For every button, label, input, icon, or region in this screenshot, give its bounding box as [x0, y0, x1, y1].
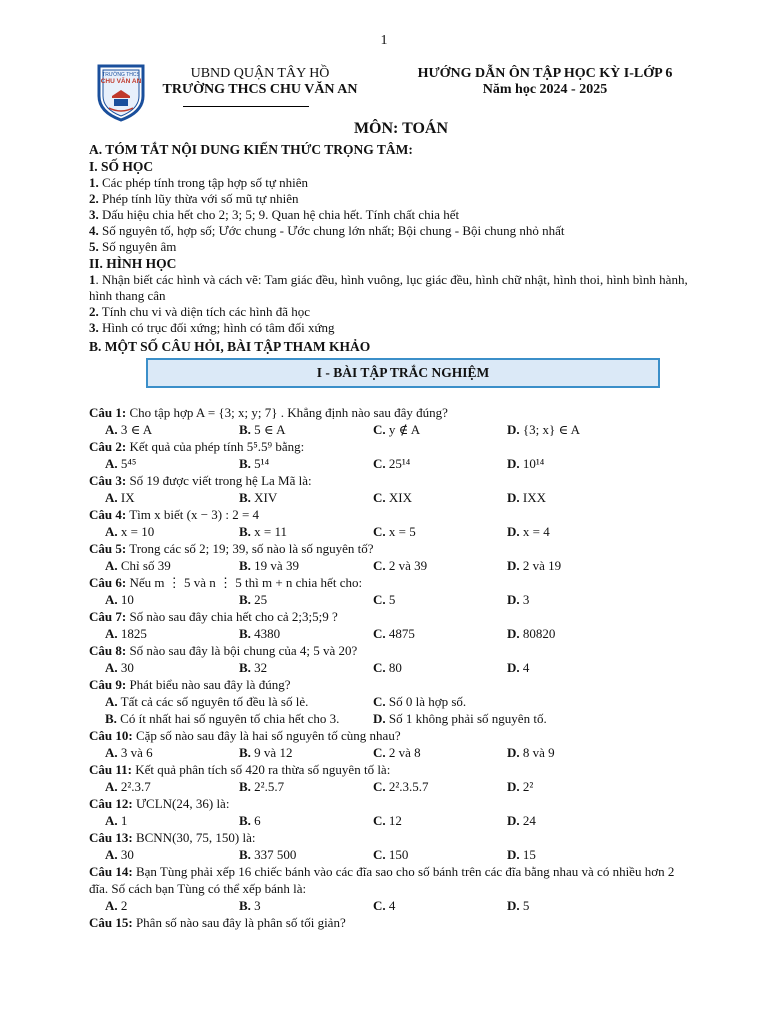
option-letter: D.: [507, 626, 520, 641]
question: [89, 761, 689, 795]
answer-option: [507, 625, 641, 642]
question-label: Câu 13:: [89, 830, 133, 845]
item-number: 2.: [89, 191, 99, 206]
option-text: Số 1 không phải số nguyên tố.: [385, 711, 547, 726]
option-text: 2².3.7: [117, 779, 151, 794]
option-letter: A.: [105, 898, 118, 913]
school-name: TRƯỜNG THCS CHU VĂN AN: [162, 82, 358, 97]
question-stem: [89, 795, 689, 812]
option-text: 337 500: [250, 847, 297, 862]
answer-row: [105, 693, 689, 710]
option-text: 2 và 19: [519, 558, 562, 573]
answer-options: [89, 591, 689, 608]
option-letter: B.: [239, 558, 251, 573]
item-text: Số nguyên tố, hợp số; Ước chung - Ước chung lớn nhất; Bội chung - Bội chung nhỏ nhất: [98, 223, 565, 238]
part1-item: [89, 239, 689, 255]
question-label: Câu 3:: [89, 473, 127, 488]
subject-title: MÔN: TOÁN: [353, 120, 449, 137]
option-text: 2 và 39: [385, 558, 428, 573]
option-text: 5⁴⁵: [117, 456, 137, 471]
answer-option: [105, 455, 239, 472]
answer-option: [373, 523, 507, 540]
option-letter: A.: [105, 813, 118, 828]
option-letter: C.: [373, 524, 386, 539]
question-text: Cặp số nào sau đây là hai số nguyên tố cùng nhau?: [132, 728, 401, 743]
question-text: Nếu m ⋮ 5 và n ⋮ 5 thì m + n chia hết cho:: [126, 575, 363, 590]
question-label: Câu 8:: [89, 643, 127, 658]
option-text: 25¹⁴: [385, 456, 411, 471]
option-letter: D.: [507, 524, 520, 539]
option-letter: B.: [239, 813, 251, 828]
question: [89, 404, 689, 438]
school-year: Năm học 2024 - 2025: [482, 82, 608, 97]
section-a-heading: A. TÓM TẮT NỘI DUNG KIẾN THỨC TRỌNG TÂM:: [89, 142, 413, 157]
answer-option: [239, 812, 373, 829]
option-letter: A.: [105, 490, 118, 505]
answer-option: [105, 591, 239, 608]
question-label: Câu 9:: [89, 677, 127, 692]
option-letter: B.: [239, 745, 251, 760]
question-text: Phát biểu nào sau đây là đúng?: [126, 677, 291, 692]
option-letter: C.: [373, 456, 386, 471]
question-label: Câu 5:: [89, 541, 127, 556]
answer-option: [105, 693, 373, 710]
answer-option: [507, 421, 641, 438]
option-letter: B.: [239, 847, 251, 862]
question-stem: [89, 761, 689, 778]
answer-options: [89, 846, 689, 863]
question-text: Số 19 được viết trong hệ La Mã là:: [126, 473, 312, 488]
answer-options: [89, 744, 689, 761]
answer-option: [507, 846, 641, 863]
option-text: x = 11: [250, 524, 288, 539]
question: [89, 727, 689, 761]
logo-text-top: TRƯỜNG THCS: [102, 72, 140, 78]
answer-option: [239, 523, 373, 540]
option-text: 1: [117, 813, 128, 828]
answer-option: [373, 489, 507, 506]
question-text: Kết quả của phép tính 5⁵.5⁹ bằng:: [126, 439, 305, 454]
question-stem: [89, 506, 689, 523]
question-label: Câu 12:: [89, 796, 133, 811]
section-b-heading: B. MỘT SỐ CÂU HỎI, BÀI TẬP THAM KHẢO: [89, 339, 371, 354]
option-letter: C.: [373, 898, 386, 913]
answer-options: [89, 523, 689, 540]
answer-options: [89, 455, 689, 472]
district-name: UBND QUẬN TÂY HỒ: [190, 66, 330, 81]
option-text: 8 và 9: [519, 745, 555, 760]
part2-item: [89, 320, 689, 336]
question: [89, 506, 689, 540]
question-text: Số nào sau đây là bội chung của 4; 5 và 20?: [126, 643, 358, 658]
part2-item: [89, 304, 689, 320]
item-number: 5.: [89, 239, 99, 254]
question-stem: [89, 574, 689, 591]
question-text: Số nào sau đây chia hết cho cả 2;3;5;9 ?: [126, 609, 338, 624]
answer-option: [239, 455, 373, 472]
answer-option: [105, 778, 239, 795]
question-label: Câu 14:: [89, 864, 133, 879]
option-text: 5¹⁴: [250, 456, 270, 471]
part2-item: [89, 272, 689, 304]
answer-options: [89, 625, 689, 642]
option-text: 9 và 12: [250, 745, 293, 760]
answer-option: [105, 489, 239, 506]
part1-item: [89, 207, 689, 223]
option-letter: A.: [105, 626, 118, 641]
option-text: 2².5.7: [250, 779, 285, 794]
question-label: Câu 2:: [89, 439, 127, 454]
multiple-choice-section-box: [146, 358, 660, 388]
option-text: 3: [250, 898, 261, 913]
answer-option: [239, 659, 373, 676]
question-list: [89, 404, 689, 931]
part2-heading: II. HÌNH HỌC: [89, 256, 177, 271]
answer-options: [89, 489, 689, 506]
option-text: 150: [385, 847, 409, 862]
item-number: 2.: [89, 304, 99, 319]
answer-options: [89, 557, 689, 574]
question-label: Câu 1:: [89, 405, 127, 420]
option-letter: C.: [373, 626, 386, 641]
item-text: Tính chu vi và diện tích các hình đã học: [98, 304, 311, 319]
option-text: x = 5: [385, 524, 416, 539]
option-text: x = 4: [519, 524, 550, 539]
question: [89, 829, 689, 863]
answer-option: [373, 591, 507, 608]
option-text: 4: [519, 660, 530, 675]
answer-option: [239, 625, 373, 642]
item-text: Hình có trục đối xứng; hình có tâm đối xứng: [98, 320, 335, 335]
answer-option: [507, 659, 641, 676]
option-letter: B.: [239, 626, 251, 641]
option-letter: B.: [239, 660, 251, 675]
option-text: IXX: [519, 490, 546, 505]
answer-option: [105, 557, 239, 574]
option-letter: D.: [507, 813, 520, 828]
option-letter: D.: [507, 660, 520, 675]
answer-option: [373, 557, 507, 574]
answer-options: [89, 421, 689, 438]
answer-options: [89, 778, 689, 795]
school-underline: [183, 106, 309, 107]
option-text: 4: [385, 898, 396, 913]
option-text: 30: [117, 660, 134, 675]
answer-option: [507, 591, 641, 608]
option-text: 80820: [519, 626, 556, 641]
option-letter: A.: [105, 779, 118, 794]
answer-option: [105, 523, 239, 540]
answer-option: [239, 744, 373, 761]
item-number: 3.: [89, 320, 99, 335]
answer-option: [373, 812, 507, 829]
answer-option: [507, 489, 641, 506]
option-text: 2².3.5.7: [385, 779, 429, 794]
option-text: XIV: [250, 490, 278, 505]
question-stem: [89, 540, 689, 557]
answer-option: [373, 846, 507, 863]
part1-item: [89, 175, 689, 191]
option-text: 32: [250, 660, 268, 675]
option-letter: A.: [105, 558, 118, 573]
option-letter: A.: [105, 694, 118, 709]
option-text: 3 và 6: [117, 745, 153, 760]
option-text: 24: [519, 813, 536, 828]
question-text: Bạn Tùng phải xếp 16 chiếc bánh vào các đĩa sao cho số bánh trên các đĩa bằng nhau và có nhiều hơn 2 đĩa. Số cách bạn Tùng có thể xếp bánh là:: [89, 864, 675, 896]
option-letter: B.: [239, 592, 251, 607]
question-text: Trong các số 2; 19; 39, số nào là số nguyên tố?: [126, 541, 374, 556]
question: [89, 438, 689, 472]
item-number: 1: [89, 272, 96, 287]
question-stem: [89, 608, 689, 625]
question-stem: [89, 642, 689, 659]
option-letter: C.: [373, 558, 386, 573]
option-text: 4380: [250, 626, 281, 641]
option-text: 3 ∈ A: [117, 422, 153, 437]
option-letter: C.: [373, 660, 386, 675]
option-letter: D.: [507, 456, 520, 471]
option-text: Số 0 là hợp số.: [385, 694, 467, 709]
question-stem: [89, 727, 689, 744]
option-text: 10¹⁴: [519, 456, 545, 471]
question: [89, 472, 689, 506]
question: [89, 914, 689, 931]
answer-option: [507, 523, 641, 540]
option-text: Chỉ số 39: [117, 558, 171, 573]
answer-option: [105, 897, 239, 914]
option-text: y ∉ A: [385, 422, 421, 437]
option-letter: B.: [105, 711, 117, 726]
option-text: Tất cả các số nguyên tố đều là số lẻ.: [117, 694, 309, 709]
option-text: 15: [519, 847, 536, 862]
answer-option: [239, 489, 373, 506]
option-text: x = 10: [117, 524, 155, 539]
question-stem: [89, 404, 689, 421]
option-letter: A.: [105, 422, 118, 437]
content: [89, 120, 689, 931]
answer-option: [373, 778, 507, 795]
item-text: Các phép tính trong tập hợp số tự nhiên: [98, 175, 309, 190]
answer-option: [105, 710, 373, 727]
answer-option: [239, 421, 373, 438]
option-letter: C.: [373, 592, 386, 607]
item-number: 4.: [89, 223, 99, 238]
option-letter: B.: [239, 456, 251, 471]
question-text: Tìm x biết (x − 3) : 2 = 4: [126, 507, 260, 522]
answer-options: [89, 659, 689, 676]
part1-heading: I. SỐ HỌC: [89, 159, 154, 174]
option-letter: D.: [507, 490, 520, 505]
option-letter: B.: [239, 524, 251, 539]
option-letter: D.: [507, 898, 520, 913]
guide-title: HƯỚNG DẪN ÔN TẬP HỌC KỲ I-LỚP 6: [417, 66, 673, 81]
option-letter: C.: [373, 745, 386, 760]
question-label: Câu 4:: [89, 507, 127, 522]
option-letter: B.: [239, 898, 251, 913]
part2-list: [89, 272, 689, 336]
option-text: 5 ∈ A: [250, 422, 286, 437]
option-text: 10: [117, 592, 134, 607]
answer-option: [507, 744, 641, 761]
option-text: 5: [385, 592, 396, 607]
option-letter: B.: [239, 779, 251, 794]
option-letter: D.: [507, 745, 520, 760]
option-text: XIX: [385, 490, 412, 505]
answer-option: [373, 625, 507, 642]
option-text: 1825: [117, 626, 147, 641]
question: [89, 676, 689, 727]
answer-option: [239, 846, 373, 863]
option-text: 2 và 8: [385, 745, 421, 760]
answer-option: [507, 778, 641, 795]
answer-options: [89, 812, 689, 829]
option-letter: C.: [373, 813, 386, 828]
item-text: . Nhận biết các hình và cách vẽ: Tam giác đều, hình vuông, lục giác đều, hình chữ nhật, hình thoi, hình bình hành, hình thang cân: [89, 272, 688, 303]
question-stem: [89, 863, 689, 897]
option-letter: C.: [373, 422, 386, 437]
question-text: Phân số nào sau đây là phân số tối giản?: [132, 915, 346, 930]
question: [89, 642, 689, 676]
option-text: 19 và 39: [250, 558, 299, 573]
question: [89, 608, 689, 642]
answer-option: [373, 455, 507, 472]
option-text: {3; x} ∈ A: [519, 422, 581, 437]
answer-option: [373, 421, 507, 438]
answer-option: [239, 778, 373, 795]
answer-option: [373, 659, 507, 676]
question-label: Câu 15:: [89, 915, 133, 930]
option-letter: C.: [373, 490, 386, 505]
guide-block: [395, 66, 695, 98]
option-text: 4875: [385, 626, 415, 641]
option-text: 2: [117, 898, 128, 913]
page-number: 1: [380, 33, 388, 48]
option-letter: D.: [507, 847, 520, 862]
option-text: 2²: [519, 779, 534, 794]
option-letter: C.: [373, 779, 386, 794]
item-number: 3.: [89, 207, 99, 222]
question-stem: [89, 914, 689, 931]
question-text: Kết quả phân tích số 420 ra thừa số nguyên tố là:: [131, 762, 391, 777]
option-text: 12: [385, 813, 402, 828]
part1-item: [89, 223, 689, 239]
option-text: 25: [250, 592, 268, 607]
option-text: Có ít nhất hai số nguyên tố chia hết cho 3.: [116, 711, 340, 726]
answer-options: [89, 897, 689, 914]
option-letter: A.: [105, 660, 118, 675]
school-block: [150, 66, 370, 98]
answer-option: [239, 897, 373, 914]
option-letter: A.: [105, 745, 118, 760]
question-label: Câu 11:: [89, 762, 132, 777]
option-letter: B.: [239, 422, 251, 437]
answer-option: [507, 455, 641, 472]
answer-option: [373, 693, 641, 710]
part1-list: [89, 175, 689, 255]
question: [89, 863, 689, 914]
answer-option: [507, 897, 641, 914]
option-letter: C.: [373, 847, 386, 862]
option-text: 5: [519, 898, 530, 913]
option-letter: D.: [507, 558, 520, 573]
question-text: ƯCLN(24, 36) là:: [132, 796, 230, 811]
question: [89, 795, 689, 829]
question-label: Câu 7:: [89, 609, 127, 624]
question-stem: [89, 438, 689, 455]
option-letter: C.: [373, 694, 386, 709]
item-number: 1.: [89, 175, 99, 190]
part1-item: [89, 191, 689, 207]
option-text: 3: [519, 592, 530, 607]
answer-option: [373, 744, 507, 761]
option-text: 6: [250, 813, 261, 828]
option-letter: D.: [373, 711, 386, 726]
question-label: Câu 6:: [89, 575, 127, 590]
section-box-title: I - BÀI TẬP TRẮC NGHIỆM: [316, 365, 490, 380]
answer-option: [507, 812, 641, 829]
answer-option: [239, 591, 373, 608]
answer-option: [105, 744, 239, 761]
option-letter: D.: [507, 592, 520, 607]
answer-option: [105, 846, 239, 863]
option-letter: A.: [105, 456, 118, 471]
item-text: Số nguyên âm: [98, 239, 177, 254]
answer-option: [373, 710, 641, 727]
option-letter: A.: [105, 847, 118, 862]
answer-option: [105, 421, 239, 438]
question-label: Câu 10:: [89, 728, 133, 743]
question-text: BCNN(30, 75, 150) là:: [132, 830, 256, 845]
answer-option: [105, 659, 239, 676]
option-text: 30: [117, 847, 134, 862]
option-text: 80: [385, 660, 402, 675]
option-letter: A.: [105, 592, 118, 607]
option-letter: A.: [105, 524, 118, 539]
answer-option: [105, 625, 239, 642]
answer-option: [105, 812, 239, 829]
school-logo: [95, 62, 147, 122]
option-letter: B.: [239, 490, 251, 505]
answer-options: [89, 693, 689, 727]
answer-option: [373, 897, 507, 914]
question: [89, 540, 689, 574]
item-text: Phép tính lũy thừa với số mũ tự nhiên: [98, 191, 299, 206]
answer-option: [239, 557, 373, 574]
question-stem: [89, 472, 689, 489]
question: [89, 574, 689, 608]
question-text: Cho tập hợp A = {3; x; y; 7} . Khẳng định nào sau đây đúng?: [126, 405, 448, 420]
answer-option: [507, 557, 641, 574]
logo-text-main: CHU VĂN AN: [100, 78, 142, 85]
option-letter: D.: [507, 422, 520, 437]
answer-row: [105, 710, 689, 727]
question-stem: [89, 676, 689, 693]
option-letter: D.: [507, 779, 520, 794]
item-text: Dấu hiệu chia hết cho 2; 3; 5; 9. Quan hệ chia hết. Tính chất chia hết: [98, 207, 460, 222]
question-stem: [89, 829, 689, 846]
option-text: IX: [117, 490, 135, 505]
